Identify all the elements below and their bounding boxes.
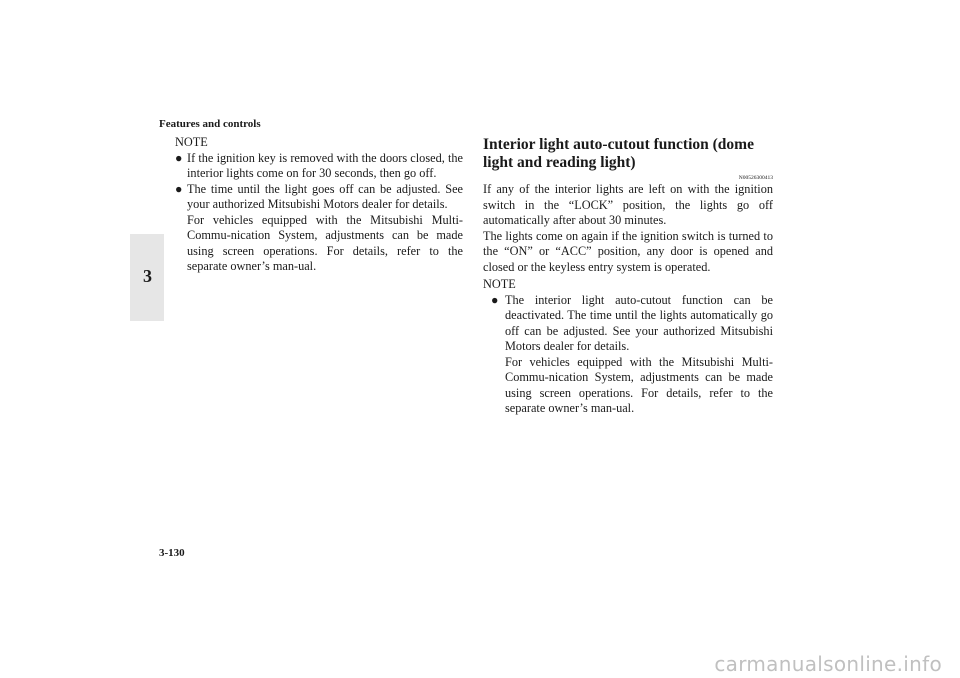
page-number: 3-130	[159, 547, 185, 559]
note-bullet-item	[175, 182, 463, 213]
section-heading: Interior light auto-cutout function (dome light and reading light)	[483, 136, 754, 171]
bullet-icon: ●	[491, 292, 499, 307]
note-label: NOTE	[175, 135, 208, 149]
left-column	[175, 135, 463, 275]
body-paragraph: The lights come on again if the ignition switch is turned to the “ON” or “ACC” position, any door is opened and closed or the keyless entry system is operated.	[483, 228, 773, 274]
body-paragraph: If any of the interior lights are left on with the ignition switch in the “LOCK” position, the lights go off automatically after about 30 minutes.	[483, 182, 773, 227]
watermark-text: carmanualsonline.info	[714, 652, 942, 676]
note-bullet-text: The interior light auto-cutout function can be deactivated. The time until the lights automatically go off can be adjusted. See your authorized Mitsubishi Motors dealer for details.	[505, 292, 773, 353]
note-bullet-item	[483, 293, 773, 355]
note-continuation-text: For vehicles equipped with the Mitsubishi Multi-Commu-nication System, adjustments can be made using screen operations. For details, refer to the separate owner’s man-ual.	[505, 354, 773, 415]
bullet-icon: ●	[175, 181, 183, 196]
right-column	[483, 134, 773, 417]
note-bullet-item	[175, 151, 463, 182]
note-bullet-continuation	[175, 213, 463, 275]
note-continuation-text: For vehicles equipped with the Mitsubishi Multi-Commu-nication System, adjustments can be made using screen operations. For details, refer to the separate owner’s man-ual.	[187, 212, 463, 273]
note-bullet-continuation	[483, 355, 773, 417]
note-label: NOTE	[483, 277, 516, 291]
note-bullet-text: If the ignition key is removed with the doors closed, the interior lights come on for 30 seconds, then go off.	[187, 150, 463, 180]
page-header-title: Features and controls	[159, 118, 261, 130]
bullet-icon: ●	[175, 150, 183, 165]
chapter-tab-number: 3	[143, 266, 152, 286]
document-code: N00526300413	[738, 175, 773, 181]
note-bullet-text: The time until the light goes off can be adjusted. See your authorized Mitsubishi Motors dealer for details.	[187, 181, 463, 211]
